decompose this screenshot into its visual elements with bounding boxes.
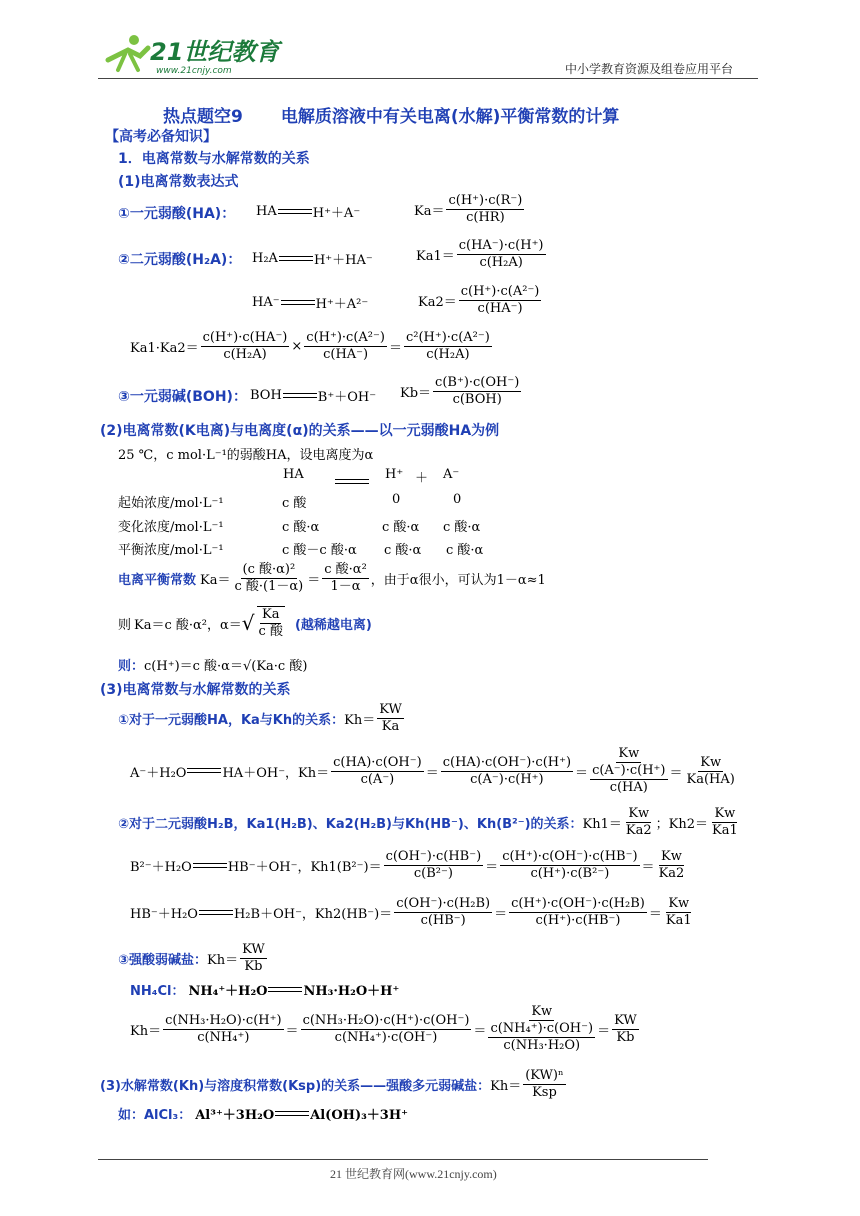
row-eq-ha: c 酸－c 酸·α — [282, 543, 357, 558]
ka-expression: Ka＝ $\frac{c(H^+)\cdot c(R^-)}{c(HR)}$ — [414, 193, 523, 225]
header-divider — [98, 78, 758, 79]
section-1: 1．电离常数与水解常数的关系 — [118, 151, 310, 167]
page-title — [163, 102, 657, 127]
equilibrium-arrow-icon — [193, 861, 227, 871]
row-change-ha: c 酸·α — [282, 520, 320, 535]
eq-h2a-1: H₂A H⁺＋HA⁻ — [252, 251, 373, 268]
equilibrium-arrow-icon — [268, 985, 302, 995]
eq-h2a-2: HA⁻ H⁺＋A²⁻ — [252, 295, 369, 312]
ka-calc: 电离平衡常数 Ka＝ $\frac{\text{(c 酸·α)²}}{\text{c 酸·(1－α)}}$ ＝ $\frac{\text{c 酸·α²}}{1-\alpha}$ ，由于α很小，可认为1－α≈1 — [118, 562, 546, 594]
row-start-label: 起始浓度/mol·L⁻¹ — [118, 496, 224, 511]
logo-text: 21世纪教育 — [150, 38, 280, 66]
row-eq-label: 平衡浓度/mol·L⁻¹ — [118, 543, 224, 558]
table-head-h: H⁺ — [385, 467, 404, 482]
equilibrium-arrow-icon — [283, 391, 317, 401]
eq-ha: HA H⁺＋A⁻ — [256, 204, 361, 221]
ka2-expression: Ka2＝ $\frac{\text{c(H⁺)·c(A²⁻)}}{c(HA^-)}$ — [418, 284, 540, 316]
alpha-expression: 则 Ka＝c 酸·α²，α＝ √ $\frac{Ka}{\text{c 酸}}$ (越稀越电离) — [118, 607, 372, 639]
section-bracket: 【高考必备知识】 — [105, 129, 217, 145]
h-concentration: 则： c(H⁺)＝c 酸·α＝√(Ka·c 酸) — [118, 659, 308, 674]
intro-text: 25 ℃，c mol·L⁻¹的弱酸HA，设电离度为α — [118, 448, 374, 463]
row-eq-a: c 酸·α — [446, 543, 484, 558]
footer-divider — [98, 1159, 708, 1160]
section-1-3: (3)电离常数与水解常数的关系 — [100, 682, 291, 698]
equilibrium-arrow-icon — [335, 477, 369, 487]
kh-ksp-relation: (3)水解常数(Kh)与溶度积常数(Ksp)的关系——强酸多元弱碱盐： Kh＝ $\frac{\text{(KW)ⁿ}}{\text{Ksp}}$ — [100, 1068, 564, 1100]
row-start-a: 0 — [453, 492, 462, 507]
item-weak-base: ③一元弱碱(BOH)： — [118, 389, 247, 405]
row-start-ha: c 酸 — [282, 496, 307, 511]
row-start-h: 0 — [392, 492, 401, 507]
hb-hydrolysis: HB⁻＋H₂O H₂B＋OH⁻，Kh2(HB⁻)＝ $\frac{\text{c(OH⁻)·c(H₂B)}}{c(HB^-)}$ ＝ $\frac{\text{c(H⁺)·c(OH⁻)·c(H₂B)}}{c(H^+)\cdot c(HB^-)}$ ＝ $\frac{Kw}{Ka1}$ — [130, 896, 692, 928]
equilibrium-arrow-icon — [279, 254, 313, 264]
table-head-a: A⁻ — [443, 467, 460, 482]
logo — [98, 30, 280, 80]
item-diprotic-acid: ②二元弱酸(H₂A)： — [118, 252, 242, 268]
section-1-2: (2)电离常数(K电离)与电离度(α)的关系——以一元弱酸HA为例 — [100, 423, 500, 439]
ka-product: Ka1·Ka2＝ $\frac{c(H^+)\cdot c(HA^-)}{\text{c(H₂A)}}$ × $\frac{\text{c(H⁺)·c(A²⁻)}}{c(HA^-)}$ ＝ $\frac{\text{c²(H⁺)·c(A²⁻)}}{\text{c(H₂A)}}$ — [130, 330, 490, 362]
item-weak-acid: ①一元弱酸(HA)： — [118, 206, 236, 222]
title-part2: 电解质溶液中有关电离(水解)平衡常数的计算 — [280, 107, 620, 127]
table-head-ha: HA — [283, 467, 304, 482]
kh-nh4: Kh＝ $\frac{\text{c(NH₃·H₂O)·c(H⁺)}}{\text{c(NH₄⁺)}}$ ＝ $\frac{\text{c(NH₃·H₂O)·c(H⁺)·c(OH⁻)}}{\text{c(NH₄⁺)·c(OH⁻)}}$ ＝ Kw c(NH₄⁺)·c(OH⁻) c(NH₃·H₂O) ＝ $\frac{KW}{Kb}$ — [130, 1004, 637, 1053]
equilibrium-arrow-icon — [275, 1109, 309, 1119]
kh-ka-relation: ①对于一元弱酸HA，Ka与Kh的关系： Kh＝ $\frac{KW}{Ka}$ — [118, 702, 402, 734]
kb-expression: Kb＝ $\frac{c(B^+)\cdot c(OH^-)}{\text{c(BOH)}}$ — [400, 375, 520, 407]
alcl3-example: 如：AlCl₃： Al³⁺＋3H₂O Al(OH)₃＋3H⁺ — [118, 1108, 408, 1123]
equilibrium-arrow-icon — [281, 298, 315, 308]
section-1-1: (1)电离常数表达式 — [118, 174, 239, 190]
row-eq-h: c 酸·α — [384, 543, 422, 558]
ka1-expression: Ka1＝ $\frac{c(HA^-)\cdot c(H^+)}{\text{c(H₂A)}}$ — [416, 238, 544, 270]
runner-logo-icon — [98, 30, 280, 80]
equilibrium-arrow-icon — [187, 766, 221, 776]
kh-diprotic-relation: ②对于二元弱酸H₂B，Ka1(H₂B)、Ka2(H₂B)与Kh(HB⁻)、Kh(B²⁻)的关系： Kh1＝ $\frac{Kw}{Ka2}$ ；Kh2＝ $\frac{Kw}{Ka1}$ — [118, 806, 738, 838]
nh4cl-equation: NH₄Cl： NH₄⁺＋H₂O NH₃·H₂O＋H⁺ — [130, 984, 400, 999]
platform-name: 中小学教育资源及组卷应用平台 — [565, 62, 734, 76]
row-change-label: 变化浓度/mol·L⁻¹ — [118, 520, 224, 535]
row-change-a: c 酸·α — [443, 520, 481, 535]
row-change-h: c 酸·α — [382, 520, 420, 535]
b2-hydrolysis: B²⁻＋H₂O HB⁻＋OH⁻，Kh1(B²⁻)＝ $\frac{c(OH^-)\cdot c(HB^-)}{\text{c(B²⁻)}}$ ＝ $\frac{c(H^+)\cdot c(OH^-)\cdot c(HB^-)}{\text{c(H⁺)·c(B²⁻)}}$ ＝ $\frac{Kw}{Ka2}$ — [130, 849, 685, 881]
equilibrium-arrow-icon — [199, 908, 233, 918]
table-head-plus: ＋ — [415, 471, 429, 486]
equilibrium-arrow-icon — [278, 207, 312, 217]
eq-boh: BOH B⁺＋OH⁻ — [250, 388, 377, 405]
title-part1: 热点题空9 — [163, 107, 243, 127]
footer-text: 21 世纪教育网(www.21cnjy.com) — [330, 1167, 497, 1181]
logo-url: www.21cnjy.com — [156, 66, 232, 76]
strong-acid-weak-base-salt: ③强酸弱碱盐： Kh＝ $\frac{KW}{Kb}$ — [118, 942, 265, 974]
a-hydrolysis: A⁻＋H₂O HA＋OH⁻，Kh＝ $\frac{c(HA)\cdot c(OH^-)}{c(A^-)}$ ＝ $\frac{c(HA)\cdot c(OH^-)\cdot c(H^+)}{c(A^-)\cdot c(H^+)}$ ＝ Kw c(A⁻)·c(H⁺) c(HA) ＝ $\frac{Kw}{Ka(HA)}$ — [130, 746, 735, 795]
